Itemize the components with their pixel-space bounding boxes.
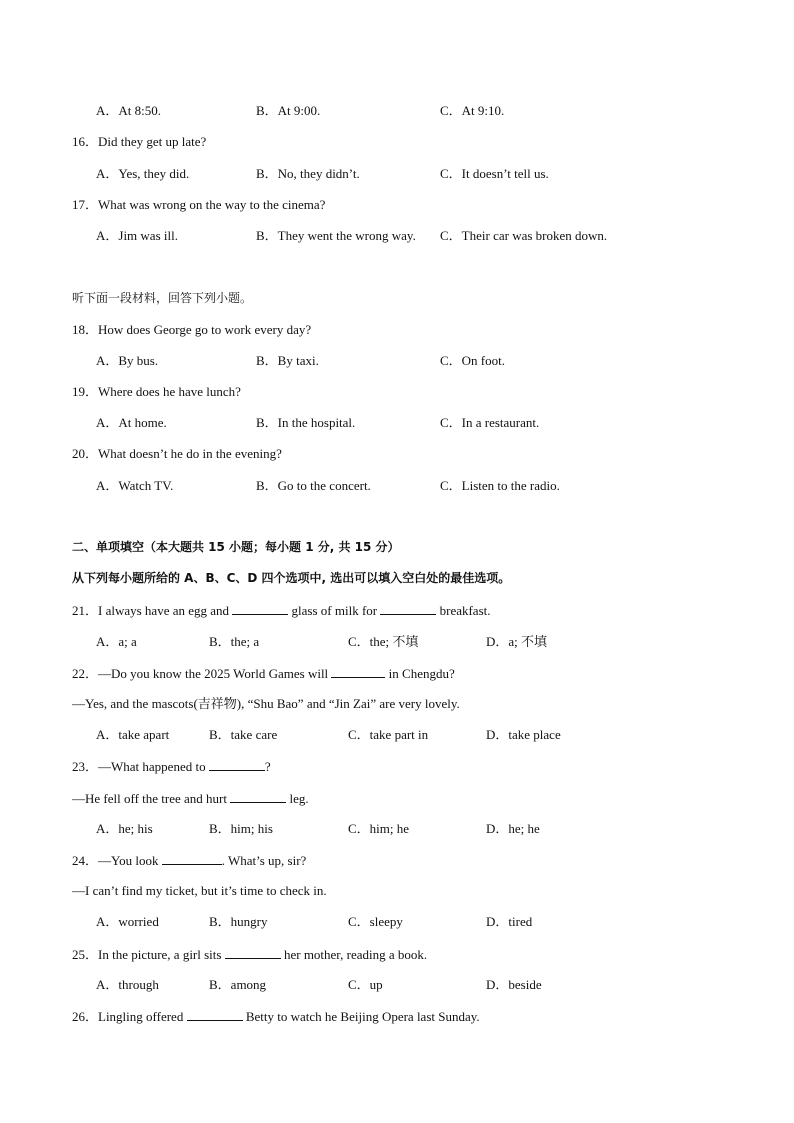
q23-blank-2 <box>230 790 286 803</box>
q16-option-a: A．Yes, they did. <box>96 166 190 181</box>
q20-option-b: B．Go to the concert. <box>256 478 371 493</box>
q15-option-b: B．At 9:00. <box>256 103 321 118</box>
q18-option-b: B．By taxi. <box>256 353 319 368</box>
q24-stem-part-a: 24．—You look <box>72 853 162 868</box>
q23-option-b: B．him; his <box>209 821 273 836</box>
q25-option-a: A．through <box>96 977 159 992</box>
section-instruction: 从下列每小题所给的 A、B、C、D 四个选项中, 选出可以填入空白处的最佳选项。 <box>72 571 511 585</box>
q23-stem <box>72 758 271 775</box>
q21-option-d: D．a; 不填 <box>486 634 548 649</box>
q21-option-b: B．the; a <box>209 634 260 649</box>
listening-instruction: 听下面一段材料，回答下列小题。 <box>72 291 253 305</box>
q25-option-d: D．beside <box>486 977 542 992</box>
q15-option-a: A．At 8:50. <box>96 103 162 118</box>
q22-response: —Yes, and the mascots(吉祥物), “Shu Bao” and “Jin Zai” are very lovely. <box>72 696 460 711</box>
q18-option-a: A．By bus. <box>96 353 159 368</box>
q22-stem <box>72 665 455 682</box>
q20-stem: 20．What doesn’t he do in the evening? <box>72 446 282 461</box>
q23-response-part-a: —He fell off the tree and hurt <box>72 791 231 806</box>
q23-stem-part-a: 23．—What happened to <box>72 759 209 774</box>
section-title: 二、单项填空（本大题共 15 小题；每小题 1 分, 共 15 分） <box>72 540 400 554</box>
q21-option-a: A．a; a <box>96 634 137 649</box>
q26-blank <box>187 1008 243 1021</box>
q17-stem: 17．What was wrong on the way to the cinema? <box>72 197 326 212</box>
q25-stem-part-b: her mother, reading a book. <box>280 947 428 962</box>
q25-stem-part-a: 25．In the picture, a girl sits <box>72 947 225 962</box>
q22-blank <box>331 665 385 678</box>
q24-option-a: A．worried <box>96 914 159 929</box>
q23-response-part-b: leg. <box>286 791 309 806</box>
q25-blank <box>225 946 281 959</box>
q19-stem: 19．Where does he have lunch? <box>72 384 241 399</box>
q22-option-d: D．take place <box>486 727 561 742</box>
q16-option-c: C．It doesn’t tell us. <box>440 166 549 181</box>
q21-option-c: C．the; 不填 <box>348 634 419 649</box>
q20-option-c: C．Listen to the radio. <box>440 478 560 493</box>
q18-stem: 18．How does George go to work every day? <box>72 322 312 337</box>
q25-option-c: C．up <box>348 977 383 992</box>
q16-option-b: B．No, they didn’t. <box>256 166 360 181</box>
q24-response: —I can’t find my ticket, but it’s time to check in. <box>72 883 327 898</box>
q22-stem-part-a: 22．—Do you know the 2025 World Games will <box>72 666 332 681</box>
q26-stem-part-b: Betty to watch he Beijing Opera last Sunday. <box>242 1009 480 1024</box>
q24-option-b: B．hungry <box>209 914 268 929</box>
q23-stem-part-b: ? <box>264 759 271 774</box>
q22-option-b: B．take care <box>209 727 278 742</box>
q26-stem-part-a: 26．Lingling offered <box>72 1009 187 1024</box>
q24-option-d: D．tired <box>486 914 533 929</box>
q26-stem <box>72 1008 480 1025</box>
q21-blank-1 <box>232 602 288 615</box>
q24-blank <box>162 852 222 865</box>
q21-stem <box>72 602 491 619</box>
q21-stem-part-a: 21．I always have an egg and <box>72 603 233 618</box>
q19-option-a: A．At home. <box>96 415 167 430</box>
q22-stem-part-b: in Chengdu? <box>385 666 455 681</box>
q20-option-a: A．Watch TV. <box>96 478 174 493</box>
q23-response <box>72 790 309 807</box>
q21-stem-part-b: glass of milk for <box>288 603 381 618</box>
q22-option-a: A．take apart <box>96 727 170 742</box>
q23-option-a: A．he; his <box>96 821 153 836</box>
q24-stem-part-b: . What’s up, sir? <box>221 853 307 868</box>
q21-stem-part-c: breakfast. <box>436 603 491 618</box>
q25-stem <box>72 946 427 963</box>
q24-stem <box>72 852 306 869</box>
q15-option-c: C．At 9:10. <box>440 103 505 118</box>
q23-option-d: D．he; he <box>486 821 540 836</box>
q25-option-b: B．among <box>209 977 267 992</box>
q22-option-c: C．take part in <box>348 727 429 742</box>
q19-option-c: C．In a restaurant. <box>440 415 540 430</box>
q16-stem: 16．Did they get up late? <box>72 134 207 149</box>
q24-option-c: C．sleepy <box>348 914 403 929</box>
q19-option-b: B．In the hospital. <box>256 415 356 430</box>
q17-option-a: A．Jim was ill. <box>96 228 178 243</box>
q18-option-c: C．On foot. <box>440 353 506 368</box>
q21-blank-2 <box>380 602 436 615</box>
q23-option-c: C．him; he <box>348 821 410 836</box>
q23-blank-1 <box>209 758 265 771</box>
q17-option-b: B．They went the wrong way. <box>256 228 416 243</box>
q17-option-c: C．Their car was broken down. <box>440 228 608 243</box>
